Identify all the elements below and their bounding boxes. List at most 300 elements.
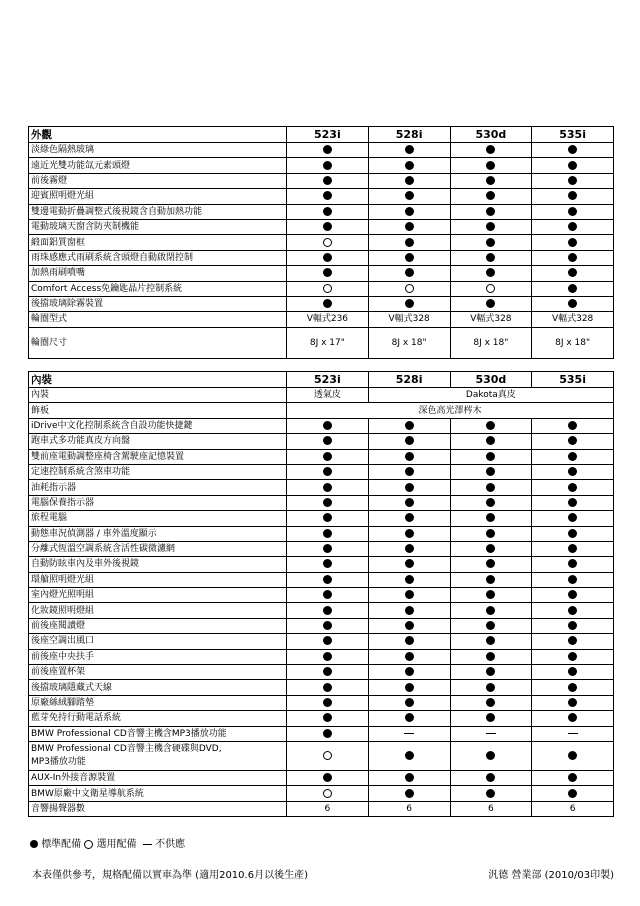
feature-label bbox=[29, 741, 287, 770]
standard-dot-icon bbox=[405, 751, 414, 760]
standard-dot-icon bbox=[405, 683, 414, 692]
feature-label: BMW Professional CD音響主機含MP3播放功能 bbox=[29, 726, 287, 741]
feature-label: 後擋玻璃隱藏式天線 bbox=[29, 680, 287, 695]
feature-label: 前後霧燈 bbox=[29, 173, 287, 188]
legend-na: 不供應 bbox=[155, 839, 186, 850]
standard-dot-icon bbox=[486, 498, 495, 507]
model-header-528i: 528i bbox=[368, 127, 450, 143]
feature-label: 室內燈光照明組 bbox=[29, 588, 287, 603]
standard-cell bbox=[532, 511, 614, 526]
table-row bbox=[29, 158, 614, 173]
table-row bbox=[29, 480, 614, 495]
feature-label: 雙前座電動調整座椅含駕駛座記憶裝置 bbox=[29, 449, 287, 464]
standard-dot-icon bbox=[405, 498, 414, 507]
standard-cell bbox=[368, 649, 450, 664]
standard-dot-icon bbox=[405, 667, 414, 676]
standard-cell bbox=[532, 143, 614, 158]
standard-dot-icon bbox=[405, 299, 414, 308]
standard-cell bbox=[532, 572, 614, 587]
optional-ring-icon bbox=[84, 840, 93, 849]
feature-label: 電動玻璃天窗含防夾制機能 bbox=[29, 219, 287, 234]
standard-cell bbox=[450, 588, 532, 603]
optional-cell bbox=[450, 281, 532, 296]
standard-cell bbox=[287, 726, 369, 741]
standard-cell bbox=[287, 449, 369, 464]
standard-dot-icon bbox=[568, 176, 577, 185]
standard-dot-icon bbox=[486, 222, 495, 231]
standard-cell bbox=[287, 511, 369, 526]
standard-cell bbox=[287, 770, 369, 785]
feature-label: 雨珠感應式雨刷系統含頭燈自動啟閉控制 bbox=[29, 250, 287, 265]
standard-cell bbox=[532, 281, 614, 296]
table-row bbox=[29, 695, 614, 710]
standard-cell bbox=[368, 204, 450, 219]
standard-cell bbox=[450, 158, 532, 173]
feature-label: 動態車況偵測器 / 車外溫度顯示 bbox=[29, 526, 287, 541]
standard-cell bbox=[450, 434, 532, 449]
standard-cell bbox=[368, 603, 450, 618]
standard-dot-icon bbox=[568, 698, 577, 707]
standard-dot-icon bbox=[323, 191, 332, 200]
section-title: 內裝 bbox=[29, 372, 287, 388]
standard-cell bbox=[450, 250, 532, 265]
standard-cell bbox=[287, 143, 369, 158]
value-cell: V輻式328 bbox=[450, 312, 532, 327]
standard-dot-icon bbox=[486, 652, 495, 661]
standard-cell bbox=[450, 296, 532, 311]
feature-label: BMW原廠中文衛星導航系統 bbox=[29, 786, 287, 801]
standard-dot-icon bbox=[405, 467, 414, 476]
feature-label: 環艙照明燈光組 bbox=[29, 572, 287, 587]
standard-dot-icon bbox=[323, 483, 332, 492]
feature-label: 油耗指示器 bbox=[29, 480, 287, 495]
optional-cell bbox=[368, 281, 450, 296]
standard-dot-icon bbox=[405, 253, 414, 262]
standard-cell bbox=[287, 557, 369, 572]
standard-cell bbox=[450, 464, 532, 479]
feature-label: Comfort Access免鑰匙晶片控制系統 bbox=[29, 281, 287, 296]
standard-dot-icon bbox=[323, 683, 332, 692]
standard-dot-icon bbox=[405, 161, 414, 170]
na-dash-icon bbox=[568, 733, 578, 734]
table-row bbox=[29, 786, 614, 801]
standard-cell bbox=[287, 618, 369, 633]
standard-cell bbox=[450, 495, 532, 510]
standard-dot-icon bbox=[323, 253, 332, 262]
trim-value: 深色高光澤梣木 bbox=[287, 403, 614, 418]
standard-cell bbox=[368, 296, 450, 311]
table-row bbox=[29, 572, 614, 587]
standard-dot-icon bbox=[568, 222, 577, 231]
feature-label: 化妝鏡照明燈組 bbox=[29, 603, 287, 618]
feature-label: 原廠絲絨腳踏墊 bbox=[29, 695, 287, 710]
standard-dot-icon bbox=[323, 513, 332, 522]
standard-cell bbox=[450, 603, 532, 618]
standard-cell bbox=[532, 526, 614, 541]
standard-dot-icon bbox=[486, 698, 495, 707]
standard-cell bbox=[532, 204, 614, 219]
standard-cell bbox=[368, 266, 450, 281]
trim-row bbox=[29, 403, 614, 418]
standard-dot-icon bbox=[323, 498, 332, 507]
standard-cell bbox=[450, 143, 532, 158]
feature-label: 前後座置杯架 bbox=[29, 665, 287, 680]
standard-dot-icon bbox=[323, 544, 332, 553]
standard-cell bbox=[368, 770, 450, 785]
standard-dot-icon bbox=[568, 606, 577, 615]
feature-label-line: BMW Professional CD音響主機含硬碟與DVD, bbox=[31, 743, 222, 754]
feature-label: AUX-In外接音源裝置 bbox=[29, 770, 287, 785]
standard-cell bbox=[450, 204, 532, 219]
standard-dot-icon bbox=[323, 575, 332, 584]
standard-dot-icon bbox=[486, 590, 495, 599]
standard-cell bbox=[287, 526, 369, 541]
table-header-row bbox=[29, 127, 614, 143]
standard-dot-icon bbox=[486, 467, 495, 476]
footer-note: 本表僅供參考，規格配備以實車為準 (適用2010.6月以後生產) bbox=[32, 870, 308, 881]
standard-dot-icon bbox=[568, 751, 577, 760]
table-row bbox=[29, 741, 614, 770]
standard-dot-icon bbox=[405, 207, 414, 216]
standard-dot-icon bbox=[405, 636, 414, 645]
feature-label: 輪圈尺寸 bbox=[29, 327, 287, 358]
standard-dot-icon bbox=[568, 284, 577, 293]
standard-cell bbox=[532, 158, 614, 173]
standard-cell bbox=[368, 526, 450, 541]
standard-cell bbox=[368, 511, 450, 526]
feature-label: 淡綠色隔熱玻璃 bbox=[29, 143, 287, 158]
standard-dot-icon bbox=[405, 789, 414, 798]
standard-dot-icon bbox=[486, 513, 495, 522]
table-header-row bbox=[29, 372, 614, 388]
standard-cell bbox=[532, 480, 614, 495]
optional-ring-icon bbox=[405, 284, 414, 293]
feature-label: 定速控制系統含煞車功能 bbox=[29, 464, 287, 479]
feature-label: 電腦保養指示器 bbox=[29, 495, 287, 510]
standard-cell bbox=[287, 204, 369, 219]
trim-label: 飾板 bbox=[29, 403, 287, 418]
standard-dot-icon bbox=[405, 421, 414, 430]
standard-cell bbox=[368, 665, 450, 680]
feature-label: 跑車式多功能真皮方向盤 bbox=[29, 434, 287, 449]
standard-dot-icon bbox=[405, 575, 414, 584]
standard-dot-icon bbox=[405, 590, 414, 599]
standard-dot-icon bbox=[405, 452, 414, 461]
standard-cell bbox=[368, 434, 450, 449]
standard-cell bbox=[532, 449, 614, 464]
standard-cell bbox=[450, 189, 532, 204]
standard-dot-icon bbox=[568, 436, 577, 445]
standard-dot-icon bbox=[405, 621, 414, 630]
standard-dot-icon bbox=[486, 176, 495, 185]
standard-cell bbox=[368, 557, 450, 572]
standard-dot-icon bbox=[323, 773, 332, 782]
standard-dot-icon bbox=[486, 161, 495, 170]
standard-cell bbox=[532, 235, 614, 250]
standard-cell bbox=[532, 649, 614, 664]
standard-dot-icon bbox=[323, 713, 332, 722]
value-cell: 6 bbox=[450, 801, 532, 816]
standard-cell bbox=[450, 541, 532, 556]
feature-label: 緞面鋁質窗框 bbox=[29, 235, 287, 250]
table-row bbox=[29, 541, 614, 556]
standard-dot-icon bbox=[323, 145, 332, 154]
standard-dot-icon bbox=[405, 529, 414, 538]
standard-cell bbox=[368, 695, 450, 710]
standard-cell bbox=[287, 665, 369, 680]
standard-cell bbox=[450, 634, 532, 649]
standard-dot-icon bbox=[568, 145, 577, 154]
standard-cell bbox=[532, 557, 614, 572]
table-row bbox=[29, 495, 614, 510]
standard-dot-icon bbox=[405, 191, 414, 200]
standard-dot-icon bbox=[568, 773, 577, 782]
standard-dot-icon bbox=[405, 145, 414, 154]
optional-ring-icon bbox=[323, 751, 332, 760]
standard-dot-icon bbox=[486, 667, 495, 676]
standard-cell bbox=[368, 618, 450, 633]
na-dash-icon bbox=[486, 733, 496, 734]
standard-dot-icon bbox=[323, 729, 332, 738]
optional-ring-icon bbox=[323, 789, 332, 798]
standard-dot-icon bbox=[568, 467, 577, 476]
standard-dot-icon bbox=[486, 253, 495, 262]
feature-label: 分離式恆溫空調系統含活性碳微濾網 bbox=[29, 541, 287, 556]
standard-dot-icon bbox=[568, 253, 577, 262]
standard-dot-icon bbox=[486, 436, 495, 445]
standard-dot-icon bbox=[323, 268, 332, 277]
standard-dot-icon bbox=[568, 713, 577, 722]
table-row bbox=[29, 526, 614, 541]
value-cell: 6 bbox=[368, 801, 450, 816]
standard-cell bbox=[450, 572, 532, 587]
standard-dot-icon bbox=[323, 652, 332, 661]
standard-dot-icon bbox=[486, 751, 495, 760]
standard-dot-icon bbox=[486, 299, 495, 308]
standard-cell bbox=[287, 695, 369, 710]
standard-dot-icon bbox=[405, 652, 414, 661]
standard-dot-icon bbox=[405, 176, 414, 185]
feature-label: 加熱雨刷噴嘴 bbox=[29, 266, 287, 281]
feature-label: 雙邊電動折疊調整式後視鏡含自動加熱功能 bbox=[29, 204, 287, 219]
standard-cell bbox=[532, 495, 614, 510]
exterior-spec-table bbox=[28, 126, 614, 359]
table-row bbox=[29, 588, 614, 603]
standard-dot-icon bbox=[568, 421, 577, 430]
na-dash-icon bbox=[404, 733, 414, 734]
standard-cell bbox=[450, 526, 532, 541]
table-row bbox=[29, 770, 614, 785]
standard-dot-icon bbox=[568, 652, 577, 661]
model-header-523i: 523i bbox=[287, 372, 369, 388]
value-cell: 8J x 17" bbox=[287, 327, 369, 358]
na-dash-icon bbox=[143, 844, 152, 845]
standard-cell bbox=[287, 250, 369, 265]
standard-cell bbox=[368, 219, 450, 234]
standard-dot-icon bbox=[568, 483, 577, 492]
upholstery-other: Dakota真皮 bbox=[368, 388, 613, 403]
table-row bbox=[29, 418, 614, 433]
standard-cell bbox=[532, 266, 614, 281]
table-row bbox=[29, 312, 614, 327]
standard-dot-icon bbox=[568, 207, 577, 216]
upholstery-523i: 透氣皮 bbox=[287, 388, 369, 403]
standard-dot-icon bbox=[568, 513, 577, 522]
optional-cell bbox=[287, 281, 369, 296]
standard-cell bbox=[450, 449, 532, 464]
standard-cell bbox=[532, 770, 614, 785]
standard-cell bbox=[532, 173, 614, 188]
table-row bbox=[29, 219, 614, 234]
feature-label: 自動防眩車內及車外後視鏡 bbox=[29, 557, 287, 572]
standard-dot-icon bbox=[405, 268, 414, 277]
feature-label: 後座空調出風口 bbox=[29, 634, 287, 649]
standard-dot-icon bbox=[405, 713, 414, 722]
standard-dot-icon bbox=[323, 452, 332, 461]
table-row bbox=[29, 281, 614, 296]
standard-dot-icon bbox=[486, 713, 495, 722]
standard-dot-icon bbox=[568, 238, 577, 247]
value-cell: V輻式328 bbox=[368, 312, 450, 327]
standard-cell bbox=[532, 464, 614, 479]
standard-dot-icon bbox=[323, 176, 332, 185]
standard-cell bbox=[287, 464, 369, 479]
standard-cell bbox=[450, 511, 532, 526]
standard-cell bbox=[287, 173, 369, 188]
standard-dot-icon bbox=[568, 789, 577, 798]
standard-cell bbox=[287, 541, 369, 556]
standard-dot-icon bbox=[486, 145, 495, 154]
standard-dot-icon bbox=[486, 575, 495, 584]
standard-cell bbox=[450, 649, 532, 664]
optional-ring-icon bbox=[486, 284, 495, 293]
standard-cell bbox=[368, 143, 450, 158]
standard-dot-icon bbox=[486, 421, 495, 430]
standard-cell bbox=[532, 296, 614, 311]
standard-cell bbox=[532, 588, 614, 603]
feature-label: 藍芽免持行動電話系統 bbox=[29, 711, 287, 726]
standard-dot-icon bbox=[486, 789, 495, 798]
optional-cell bbox=[287, 786, 369, 801]
standard-cell bbox=[368, 480, 450, 495]
table-row bbox=[29, 680, 614, 695]
standard-cell bbox=[287, 603, 369, 618]
table-row bbox=[29, 511, 614, 526]
standard-cell bbox=[368, 572, 450, 587]
standard-cell bbox=[287, 711, 369, 726]
standard-cell bbox=[368, 189, 450, 204]
standard-dot-icon bbox=[568, 575, 577, 584]
table-row bbox=[29, 204, 614, 219]
standard-dot-icon bbox=[568, 544, 577, 553]
standard-cell bbox=[368, 495, 450, 510]
standard-cell bbox=[450, 786, 532, 801]
standard-dot-icon bbox=[405, 436, 414, 445]
standard-cell bbox=[532, 665, 614, 680]
value-cell: V輻式328 bbox=[532, 312, 614, 327]
standard-dot-icon bbox=[568, 559, 577, 568]
model-header-535i: 535i bbox=[532, 372, 614, 388]
standard-dot-icon bbox=[405, 698, 414, 707]
standard-dot-icon bbox=[323, 207, 332, 216]
feature-label: 前後座閱讀燈 bbox=[29, 618, 287, 633]
model-header-523i: 523i bbox=[287, 127, 369, 143]
standard-dot-icon bbox=[486, 621, 495, 630]
table-row bbox=[29, 189, 614, 204]
not-available-cell bbox=[532, 726, 614, 741]
standard-cell bbox=[450, 680, 532, 695]
feature-label: iDrive中文化控制系統含自設功能快捷鍵 bbox=[29, 418, 287, 433]
standard-cell bbox=[450, 695, 532, 710]
optional-ring-icon bbox=[323, 238, 332, 247]
standard-dot-icon bbox=[486, 191, 495, 200]
standard-cell bbox=[450, 618, 532, 633]
model-header-528i: 528i bbox=[368, 372, 450, 388]
model-header-530d: 530d bbox=[450, 372, 532, 388]
standard-cell bbox=[532, 434, 614, 449]
standard-cell bbox=[368, 741, 450, 770]
standard-dot-icon bbox=[323, 636, 332, 645]
standard-cell bbox=[287, 680, 369, 695]
standard-cell bbox=[532, 541, 614, 556]
standard-dot-icon bbox=[486, 606, 495, 615]
standard-cell bbox=[287, 266, 369, 281]
standard-cell bbox=[532, 786, 614, 801]
table-row bbox=[29, 557, 614, 572]
standard-cell bbox=[368, 235, 450, 250]
standard-dot-icon bbox=[405, 544, 414, 553]
standard-dot-icon bbox=[405, 773, 414, 782]
feature-label: 輪圈型式 bbox=[29, 312, 287, 327]
standard-cell bbox=[287, 296, 369, 311]
legend-standard: 標準配備 bbox=[41, 839, 82, 850]
table-row bbox=[29, 266, 614, 281]
optional-cell bbox=[287, 235, 369, 250]
standard-cell bbox=[532, 711, 614, 726]
standard-dot-icon bbox=[323, 667, 332, 676]
legend bbox=[30, 835, 185, 850]
standard-dot-icon bbox=[568, 299, 577, 308]
standard-cell bbox=[368, 711, 450, 726]
standard-dot-icon bbox=[30, 840, 38, 848]
standard-cell bbox=[450, 219, 532, 234]
feature-label: 迎賓照明燈光組 bbox=[29, 189, 287, 204]
standard-cell bbox=[287, 480, 369, 495]
table-row bbox=[29, 618, 614, 633]
standard-dot-icon bbox=[405, 513, 414, 522]
feature-label: 遠近光雙功能氙元素頭燈 bbox=[29, 158, 287, 173]
standard-cell bbox=[287, 588, 369, 603]
standard-dot-icon bbox=[568, 452, 577, 461]
standard-dot-icon bbox=[568, 161, 577, 170]
table-row bbox=[29, 296, 614, 311]
standard-cell bbox=[450, 665, 532, 680]
table-row bbox=[29, 143, 614, 158]
standard-cell bbox=[450, 173, 532, 188]
standard-cell bbox=[287, 572, 369, 587]
standard-dot-icon bbox=[323, 559, 332, 568]
standard-dot-icon bbox=[323, 698, 332, 707]
standard-cell bbox=[287, 495, 369, 510]
not-available-cell bbox=[450, 726, 532, 741]
standard-cell bbox=[368, 680, 450, 695]
standard-dot-icon bbox=[323, 161, 332, 170]
value-cell: 6 bbox=[287, 801, 369, 816]
standard-dot-icon bbox=[405, 238, 414, 247]
standard-cell bbox=[450, 711, 532, 726]
feature-label: 音響揚聲器數 bbox=[29, 801, 287, 816]
table-row bbox=[29, 327, 614, 358]
